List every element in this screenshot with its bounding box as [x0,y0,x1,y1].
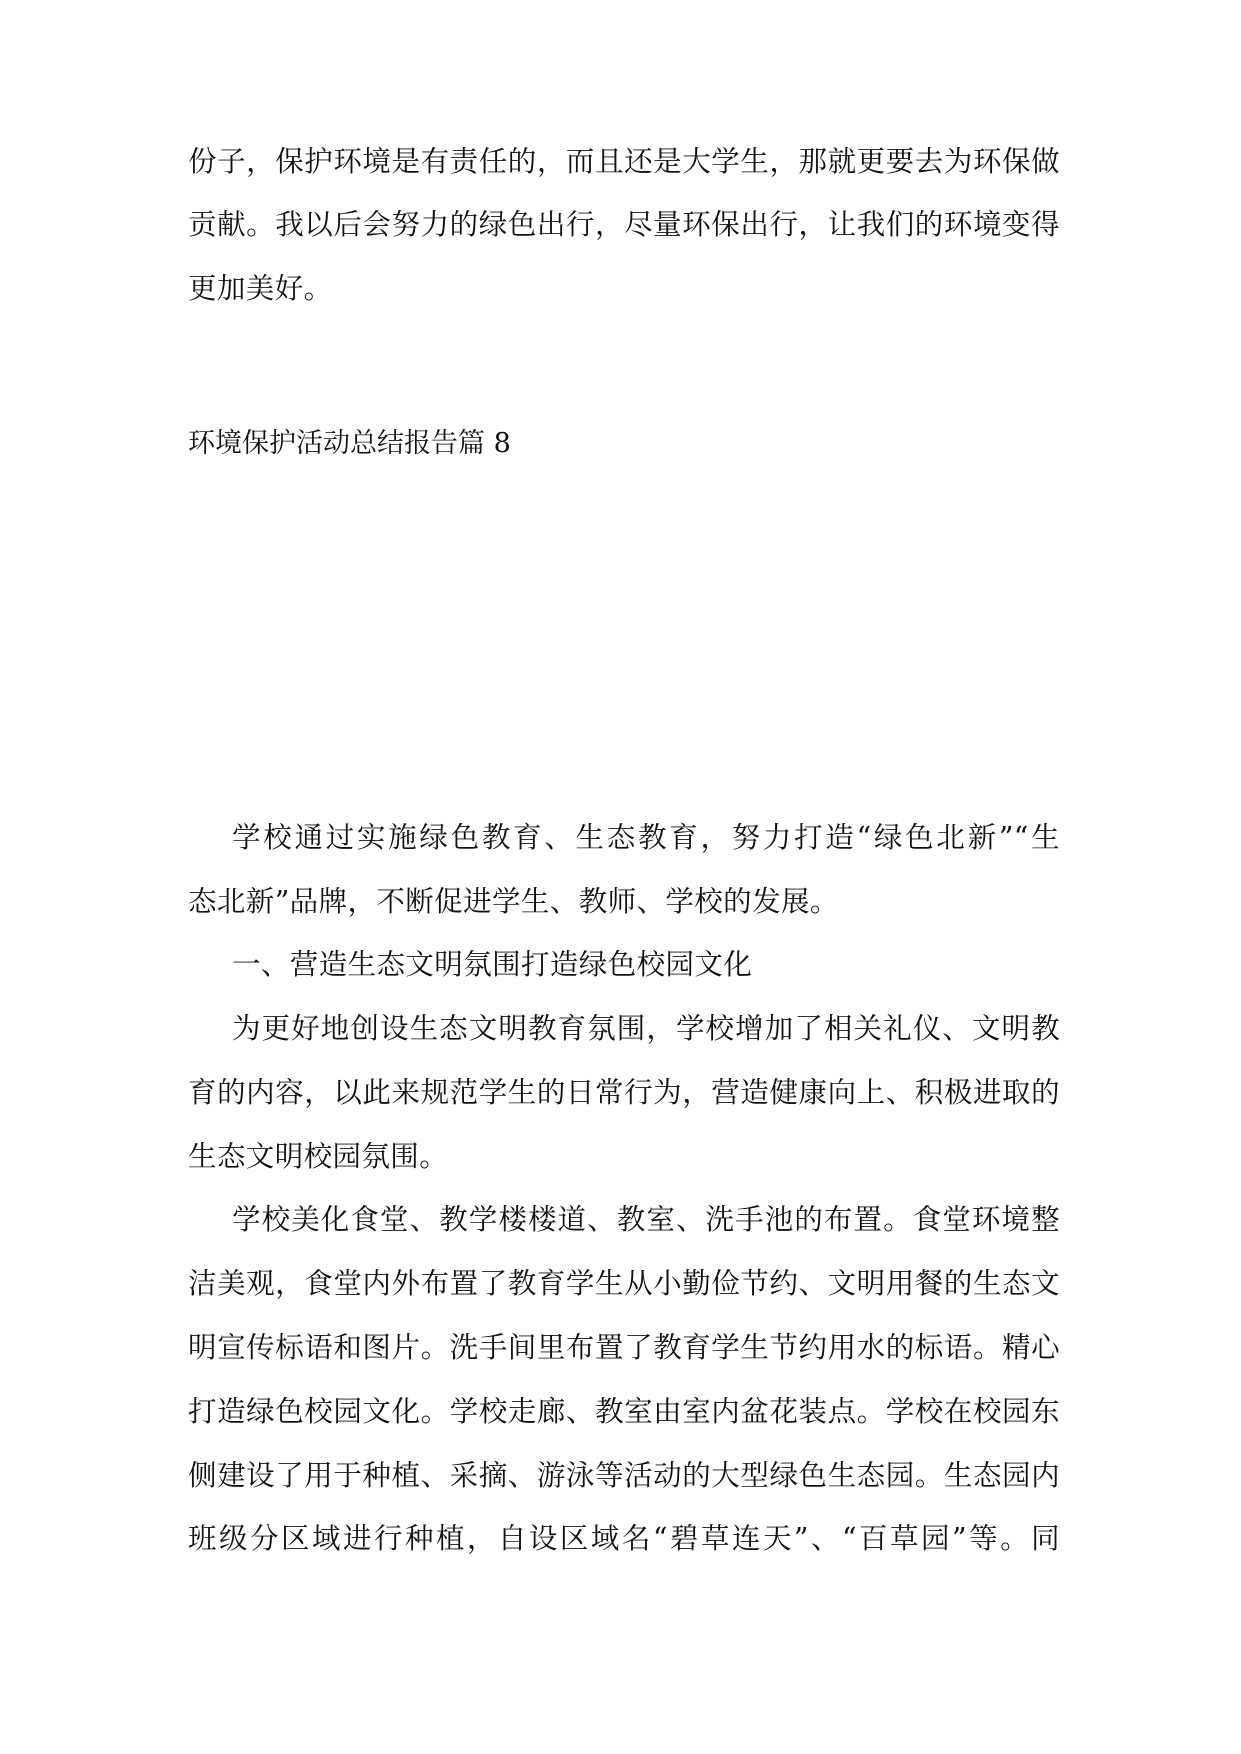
paragraph-line: 班级分区域进行种植，自设区域名“碧草连天”、“百草园”等。同 [188,1522,1060,1555]
paragraph-line: 学校通过实施绿色教育、生态教育，努力打造“绿色北新”“生 [232,821,1060,854]
paragraph-line: 贡献。我以后会努力的绿色出行，尽量环保出行，让我们的环境变得 [188,208,1060,241]
paragraph-line: 态北新”品牌，不断促进学生、教师、学校的发展。 [188,885,839,918]
paragraph-line: 育的内容，以此来规范学生的日常行为，营造健康向上、积极进取的 [188,1076,1060,1109]
paragraph-line: 洁美观，食堂内外布置了教育学生从小勤俭节约、文明用餐的生态文 [188,1267,1060,1300]
paragraph-line: 为更好地创设生态文明教育氛围，学校增加了相关礼仪、文明教 [232,1012,1060,1045]
paragraph-line: 学校美化食堂、教学楼楼道、教室、洗手池的布置。食堂环境整 [232,1203,1060,1236]
paragraph-line: 打造绿色校园文化。学校走廊、教室由室内盆花装点。学校在校园东 [188,1395,1060,1428]
paragraph-line: 份子，保护环境是有责任的，而且还是大学生，那就更要去为环保做 [188,145,1060,178]
paragraph-line: 生态文明校园氛围。 [188,1140,449,1173]
section-heading: 环境保护活动总结报告篇 8 [188,428,511,459]
paragraph-line: 更加美好。 [188,272,333,305]
paragraph-line: 侧建设了用于种植、采摘、游泳等活动的大型绿色生态园。生态园内 [188,1459,1060,1492]
subheading: 一、营造生态文明氛围打造绿色校园文化 [232,948,753,981]
paragraph-line: 明宣传标语和图片。洗手间里布置了教育学生节约用水的标语。精心 [188,1331,1060,1364]
